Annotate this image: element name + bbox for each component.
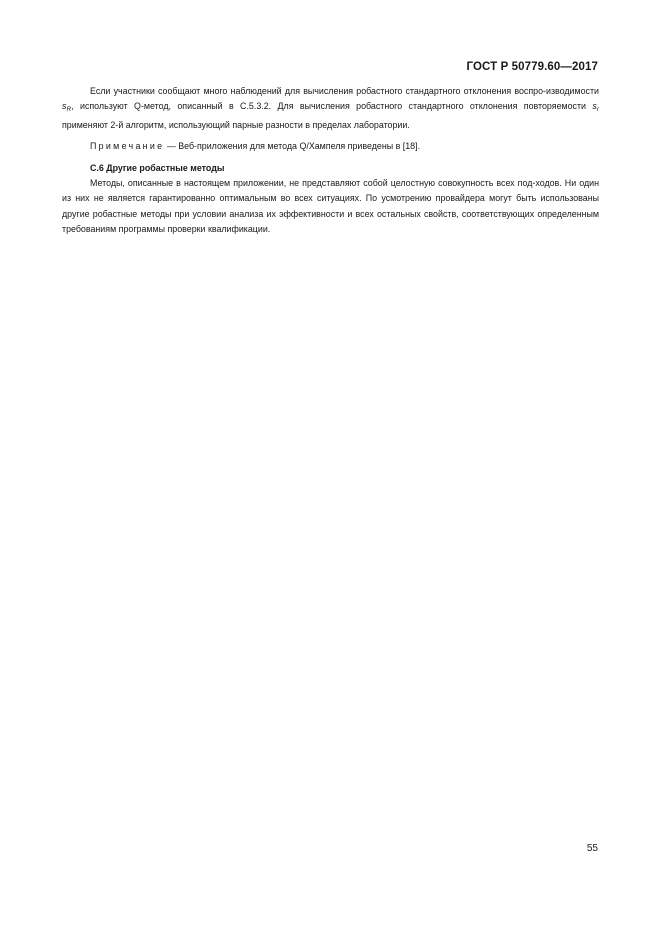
note [62,139,599,154]
paragraph-text-2: , используют Q-метод, описанный в С.5.3.2. Для вычисления робастного стандартного отклонения повторяемости [71,101,593,112]
note-label: Примечание [90,141,165,152]
variable-s-repeatability: $s_r$ [592,101,599,114]
note-dash: — [164,141,179,152]
note-text: Веб-приложения для метода Q/Хампеля приведены в [18]. [178,141,421,152]
section-paragraph: Методы, описанные в настоящем приложении, не представляют собой целостную совокупность всех под-ходов. Ни один из них не является гарантированно оптимальным во всех ситуациях. По усмотрению провайдера могут быть использованы другие робастные методы при условии анализа их эффективности и всех остальных свойств, соответствующих определенным требованиям программы проверки квалификации. [62,178,599,235]
page-number: 55 [586,843,598,854]
section-title: С.6 Другие робастные методы [90,162,225,173]
paragraph-robust-sd [62,84,599,133]
variable-s-reproducibility: $s_R$ [62,101,72,114]
paragraph-text-1: Если участники сообщают много наблюдений для вычисления робастного стандартного отклонения воспро-изводимости [90,86,599,96]
document-header: ГОСТ Р 50779.60—2017 [466,61,598,73]
page-content [62,84,599,238]
paragraph-text-3: применяют 2-й алгоритм, использующий парные разности в пределах лаборатории. [62,119,410,130]
